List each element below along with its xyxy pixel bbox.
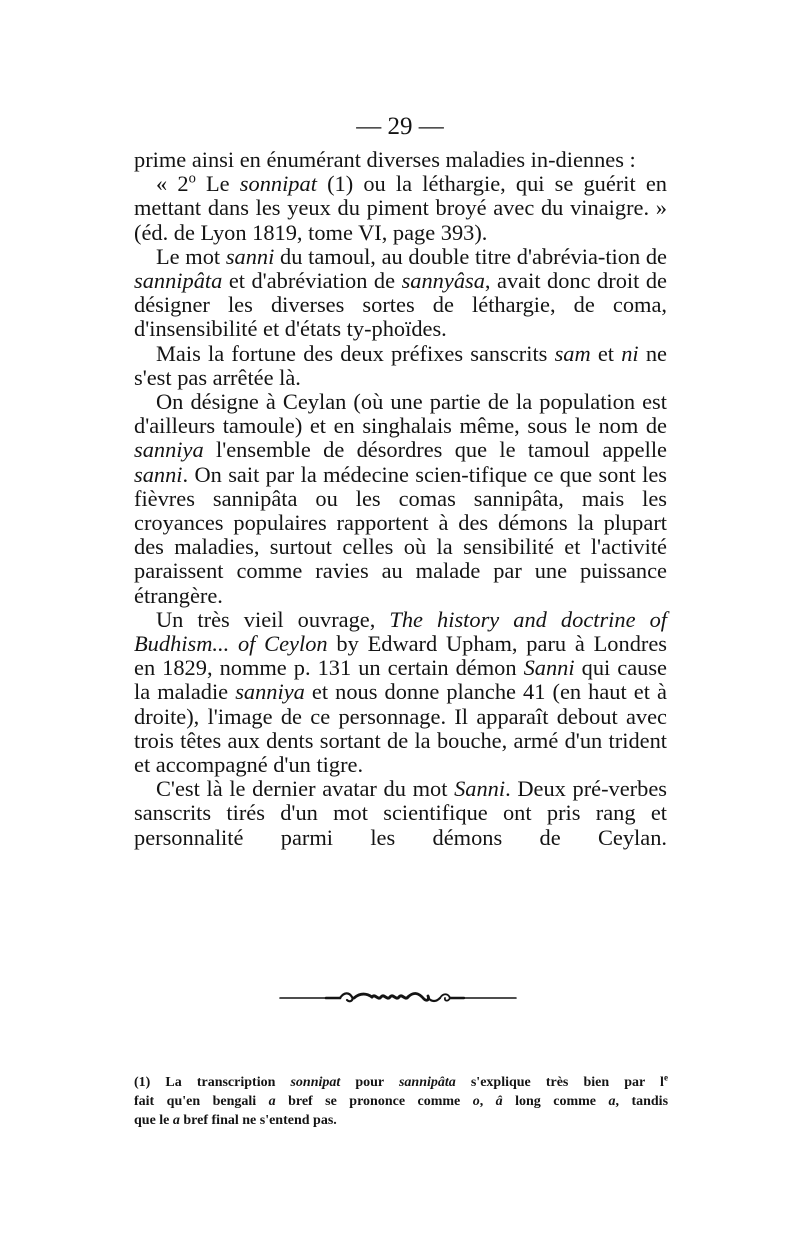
footnote — [134, 1073, 668, 1130]
page-number: — 29 — — [356, 113, 444, 140]
footnote-line: que le a bref final ne s'entend pas. — [134, 1113, 337, 1128]
footnote-line: (1) La transcription sonnipat pour sannipâta s'explique très bien par $l^e$ — [134, 1072, 668, 1090]
paragraph: « 2$^o$ Le sonnipat (1) ou la léthargie, qui se guérit en mettant dans les yeux du piment broyé avec du vinaigre. » (éd. de Lyon 1819, tome VI, page 393). — [134, 170, 667, 245]
body-text — [134, 148, 667, 850]
paragraph: Le mot sanni du tamoul, au double titre d'abrévia-tion de sannipâta et d'abréviation de sannyâsa, avait donc droit de désigner les diverses sortes de léthargie, de coma, d'insensibilité et d'états ty-phoïdes. — [134, 243, 667, 342]
paragraph: On désigne à Ceylan (où une partie de la population est d'ailleurs tamoule) et en singhalais même, sous le nom de sanniya l'ensemble de désordres que le tamoul appelle sanni. On sait par la médecine scien-tifique ce que sont les fièvres sannipâta ou les comas sannipâta, mais les croyances populaires rapportent à des démons la plupart des maladies, surtout celles où la sensibilité et l'activité paraissent comme ravies au malade par une puissance étrangère. — [134, 389, 667, 608]
ornament-divider — [278, 986, 518, 1010]
paragraph: C'est là le dernier avatar du mot Sanni. Deux pré-verbes sanscrits tirés d'un mot scientifique ont pris rang et personnalité parmi les démons de Ceylan. — [134, 776, 667, 850]
paragraph: Mais la fortune des deux préfixes sanscrits sam et ni ne s'est pas arrêtée là. — [134, 340, 667, 390]
footnote-line: fait qu'en bengali a bref se prononce comme o, â long comme a, tandis — [134, 1094, 669, 1109]
paragraph: Un très vieil ouvrage, The history and doctrine of Budhism... of Ceylon by Edward Upham, paru à Londres en 1829, nomme p. 131 un certain démon Sanni qui cause la maladie sanniya et nous donne planche 41 (en haut et à droite), l'image de ce personnage. Il apparaît debout avec trois têtes aux dents sortant de la bouche, armé d'un trident et accompagné d'un tigre. — [134, 606, 668, 778]
paragraph: prime ainsi en énumérant diverses maladies in-diennes : — [134, 147, 636, 172]
